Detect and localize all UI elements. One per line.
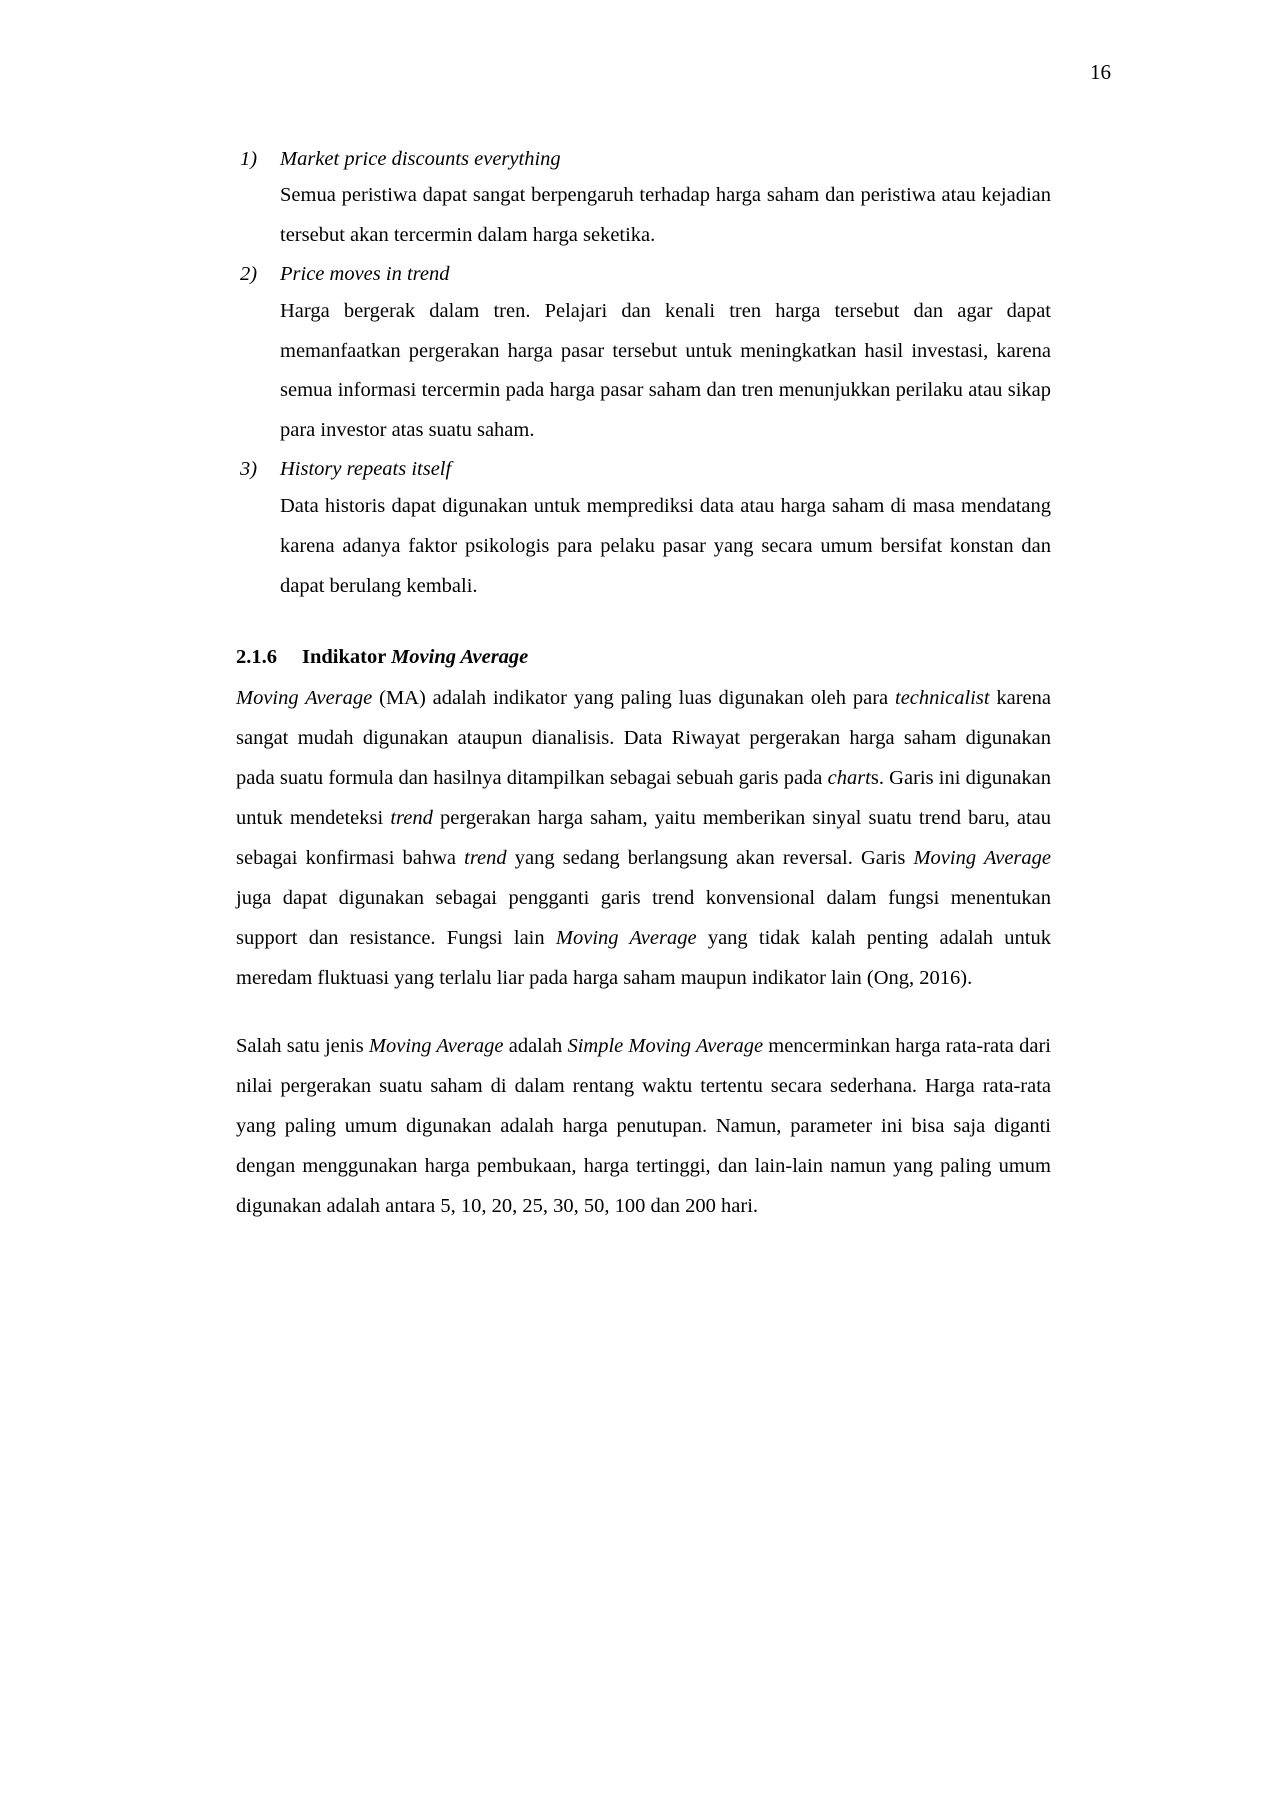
section-area (118, 641, 1155, 1227)
text-run: juga dapat digunakan sebagai pengganti garis trend konvensional dalam fungsi menentukan support dan resistance. Fungsi lain (236, 887, 1051, 950)
text-run: s. Garis ini digunakan untuk mendeteksi (236, 767, 1051, 830)
term-simple-moving-average: Simple Moving Average (567, 1035, 764, 1058)
text-run: Salah satu jenis (236, 1035, 369, 1058)
principle-body: Semua peristiwa dapat sangat berpengaruh terhadap harga saham dan peristiwa atau kejadian tersebut akan tercermin dalam harga seketika. (280, 184, 1051, 247)
paragraph-simple-moving-average (236, 1027, 1051, 1227)
list-item (240, 143, 1051, 256)
principle-heading (240, 258, 1051, 291)
principle-number: 1) (240, 148, 258, 171)
section-title-italic: Moving Average (391, 645, 529, 668)
term-trend: trend (390, 807, 433, 830)
text-run: karena sangat mudah digunakan ataupun dianalisis. Data Riwayat pergerakan harga saham digunakan pada suatu formula dan hasilnya ditampilkan sebagai sebuah garis pada (236, 687, 1052, 790)
principle-heading (240, 453, 1051, 486)
term-technicalist: technicalist (895, 687, 990, 710)
list-item (240, 258, 1051, 451)
principle-number: 3) (240, 458, 258, 481)
page-number: 16 (1090, 60, 1111, 84)
principle-title: Market price discounts everything (280, 148, 561, 171)
term-moving-average: Moving Average (913, 847, 1051, 870)
term-moving-average: Moving Average (555, 927, 697, 950)
text-run: (MA) adalah indikator yang paling luas digunakan oleh para (372, 687, 896, 710)
text-run: adalah (503, 1035, 568, 1058)
section-number: 2.1.6 (236, 645, 277, 668)
principle-body: Harga bergerak dalam tren. Pelajari dan kenali tren harga tersebut dan agar dapat memanfaatkan pergerakan harga pasar tersebut untuk meningkatkan hasil investasi, karena semua informasi tercermin pada harga pasar saham dan tren menunjukkan perilaku atau sikap para investor atas suatu saham. (280, 299, 1051, 442)
principle-title: History repeats itself (280, 458, 452, 481)
principle-body: Data historis dapat digunakan untuk memprediksi data atau harga saham di masa mendatang karena adanya faktor psikologis para pelaku pasar yang secara umum bersifat konstan dan dapat berulang kembali. (280, 494, 1051, 597)
term-moving-average: Moving Average (236, 687, 373, 710)
term-moving-average: Moving Average (368, 1035, 504, 1058)
section-heading (236, 641, 1051, 674)
text-run: yang tidak kalah penting adalah untuk meredam fluktuasi yang terlalu liar pada harga saham maupun indikator lain (Ong, 2016). (236, 927, 1051, 990)
term-trend: trend (464, 847, 507, 870)
term-chart: chart (827, 767, 871, 790)
section-title-plain: Indikator (302, 645, 392, 668)
page-content (118, 143, 1155, 606)
principle-title: Price moves in trend (280, 263, 450, 286)
principle-heading (240, 143, 1051, 176)
list-item (240, 453, 1051, 606)
principle-number: 2) (240, 263, 258, 286)
paragraph-moving-average-definition (236, 679, 1051, 999)
text-run: yang sedang berlangsung akan reversal. Garis (506, 847, 914, 870)
principles-list (240, 143, 1051, 606)
text-run: pergerakan harga saham, yaitu memberikan sinyal suatu trend baru, atau sebagai konfirmasi bahwa (236, 807, 1051, 870)
text-run: mencerminkan harga rata-rata dari nilai pergerakan suatu saham di dalam rentang waktu tertentu secara sederhana. Harga rata-rata yang paling umum digunakan adalah harga penutupan. Namun, parameter ini bisa saja diganti dengan menggunakan harga pembukaan, harga tertinggi, dan lain-lain namun yang paling umum digunakan adalah antara 5, 10, 20, 25, 30, 50, 100 dan 200 hari. (236, 1035, 1051, 1217)
